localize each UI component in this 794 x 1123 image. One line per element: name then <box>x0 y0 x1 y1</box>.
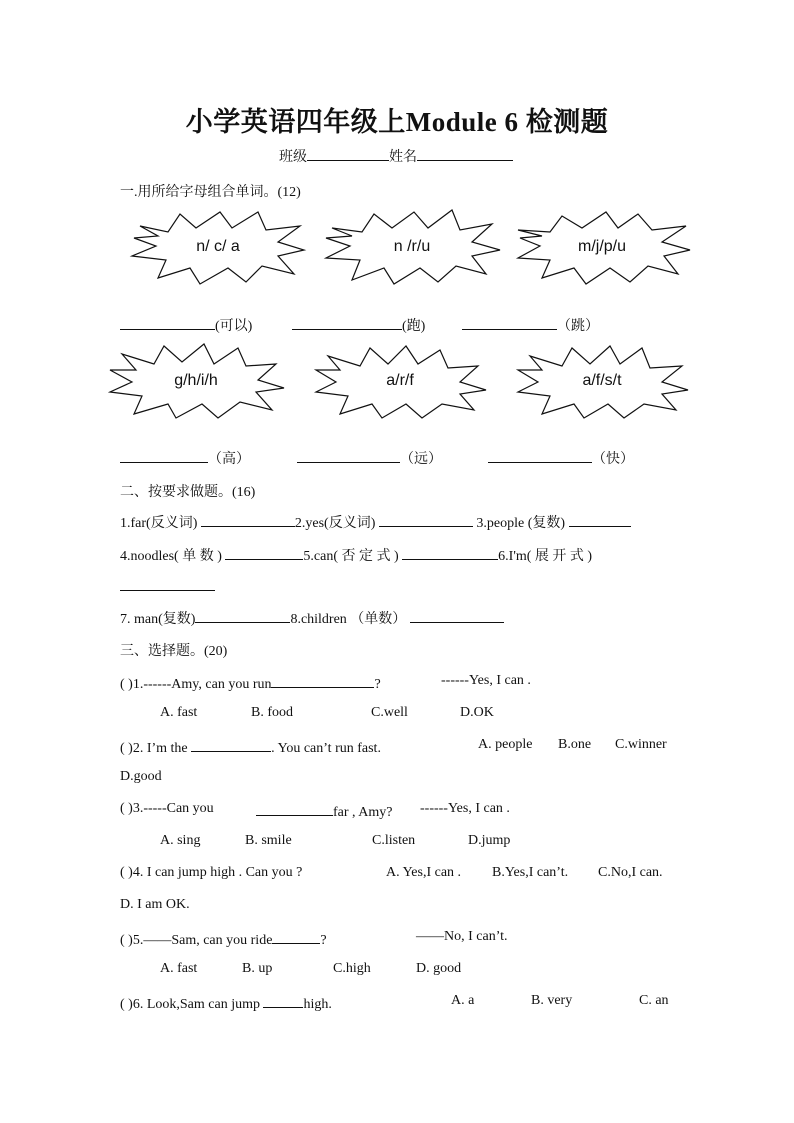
mc-question <box>120 801 214 817</box>
question-text: 8.children （单数） <box>290 612 407 627</box>
answer-blank[interactable] <box>272 929 320 944</box>
star-letters: n/ c/ a <box>196 238 240 255</box>
answer-hint: （跳） <box>557 319 599 334</box>
option[interactable]: A. a <box>451 993 475 1008</box>
answer-blank[interactable] <box>263 993 303 1008</box>
question-row <box>120 545 592 565</box>
question-row <box>120 608 504 628</box>
answer-blank[interactable] <box>256 801 333 816</box>
question-text: ? <box>320 933 327 948</box>
answer-blank[interactable] <box>201 512 295 527</box>
answer-blank[interactable] <box>488 448 592 463</box>
option[interactable]: B. up <box>242 961 273 976</box>
question-row <box>120 576 215 596</box>
option[interactable]: C.high <box>333 961 371 976</box>
answer-hint: （快） <box>592 452 634 467</box>
question-text: . You can’t run fast. <box>271 741 381 756</box>
answer-hint: (跑) <box>402 319 426 334</box>
answer-item <box>462 315 599 335</box>
answer-item <box>297 448 442 468</box>
question-text: 6.I'm( 展 开 式 ) <box>498 549 593 564</box>
answer-blank[interactable] <box>120 448 208 463</box>
option[interactable]: A. fast <box>160 961 198 976</box>
question-text: ( )3.-----Can you <box>120 801 214 816</box>
answer-blank[interactable] <box>569 512 631 527</box>
mc-question <box>120 993 332 1013</box>
answer-blank[interactable] <box>120 315 215 330</box>
question-text: 2.yes(反义词) <box>294 516 376 531</box>
answer-blank[interactable] <box>120 576 215 591</box>
question-text: 4.noodles( 单 数 ) <box>120 549 222 564</box>
option[interactable]: D.good <box>120 769 162 784</box>
question-text: 7. man(复数) <box>120 612 196 627</box>
answer-item <box>120 315 252 335</box>
answer-blank[interactable] <box>297 448 400 463</box>
answer-blank[interactable] <box>292 315 402 330</box>
answer-item <box>292 315 425 335</box>
mc-question <box>120 673 381 693</box>
question-text: far , Amy? <box>333 805 393 820</box>
option[interactable]: C.winner <box>615 737 667 752</box>
star-letters: a/r/f <box>386 372 414 389</box>
question-text: 1.far(反义词) <box>120 516 198 531</box>
section2-heading: 二、按要求做题。(16) <box>120 485 256 500</box>
option[interactable]: B. smile <box>245 833 292 848</box>
option[interactable]: B. food <box>251 705 293 720</box>
question-text: ——No, I can’t. <box>416 929 508 944</box>
option[interactable]: C. an <box>639 993 669 1008</box>
star-letters: a/f/s/t <box>582 372 622 389</box>
answer-hint: （远） <box>400 452 442 467</box>
page-title: 小学英语四年级上Module 6 检测题 <box>185 107 609 137</box>
answer-blank[interactable] <box>410 608 504 623</box>
star-letters: g/h/i/h <box>174 372 218 389</box>
question-text: ------Yes, I can . <box>441 673 531 688</box>
letter-star <box>512 342 692 420</box>
name-label: 姓名 <box>389 150 417 165</box>
answer-blank[interactable] <box>271 673 374 688</box>
option[interactable]: D.OK <box>460 705 494 720</box>
option[interactable]: A. sing <box>160 833 201 848</box>
answer-blank[interactable] <box>191 737 271 752</box>
letter-star <box>310 342 490 420</box>
letter-star <box>322 208 502 286</box>
option[interactable]: B. very <box>531 993 573 1008</box>
letter-star <box>106 342 286 420</box>
option[interactable]: B.Yes,I can’t. <box>492 865 569 880</box>
answer-blank[interactable] <box>225 545 303 560</box>
question-text: 5.can( 否 定 式 ) <box>303 549 399 564</box>
class-blank[interactable] <box>307 146 389 161</box>
answer-blank[interactable] <box>379 512 473 527</box>
name-blank[interactable] <box>417 146 513 161</box>
option[interactable]: D. good <box>416 961 462 976</box>
question-text: 3.people (复数) <box>476 516 566 531</box>
star-letters: n /r/u <box>393 238 431 255</box>
answer-blank[interactable] <box>462 315 557 330</box>
option[interactable]: C.listen <box>372 833 416 848</box>
mc-question <box>120 737 381 757</box>
answer-blank[interactable] <box>402 545 498 560</box>
answer-blank[interactable] <box>195 608 290 623</box>
option[interactable]: A. fast <box>160 705 198 720</box>
question-text: ------Yes, I can . <box>420 801 510 816</box>
mc-question <box>120 929 327 949</box>
question-text: high. <box>303 997 332 1012</box>
question-text: ( )5.——Sam, can you ride <box>120 933 273 948</box>
question-text: ( )2. I’m the <box>120 741 188 756</box>
section3-heading: 三、选择题。(20) <box>120 644 228 659</box>
option[interactable]: D. I am OK. <box>120 897 190 912</box>
question-text: ( )4. I can jump high . Can you ? <box>120 865 303 880</box>
class-label: 班级 <box>279 150 307 165</box>
class-name-line <box>279 146 513 166</box>
option[interactable]: C.No,I can. <box>598 865 663 880</box>
letter-star <box>512 208 692 286</box>
question-text: ( )1.------Amy, can you run <box>120 677 272 692</box>
mc-question <box>256 801 392 821</box>
answer-item <box>488 448 634 468</box>
answer-item <box>120 448 250 468</box>
question-text: ? <box>374 677 381 692</box>
option[interactable]: D.jump <box>468 833 511 848</box>
star-letters: m/j/p/u <box>577 238 626 255</box>
answer-hint: (可以) <box>215 319 253 334</box>
option[interactable]: A. Yes,I can . <box>386 865 462 880</box>
section1-heading: 一.用所给字母组合单词。(12) <box>120 185 301 200</box>
option[interactable]: C.well <box>371 705 408 720</box>
question-row <box>120 512 631 532</box>
question-text: ( )6. Look,Sam can jump <box>120 997 260 1012</box>
option[interactable]: A. people <box>478 737 533 752</box>
option[interactable]: B.one <box>558 737 592 752</box>
answer-hint: （高） <box>208 452 250 467</box>
letter-star <box>128 208 308 286</box>
